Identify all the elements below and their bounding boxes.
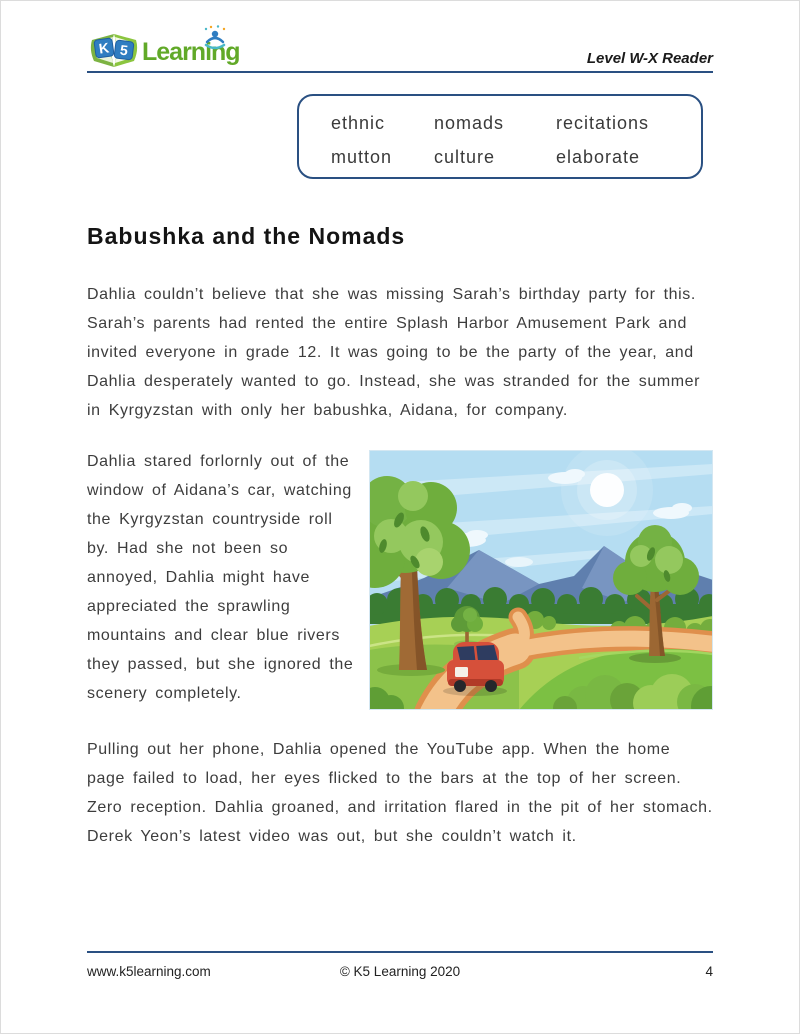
footer-copyright: © K5 Learning 2020 (339, 964, 461, 979)
vocab-word: mutton (331, 147, 393, 167)
story-paragraph-1: Dahlia couldn’t believe that she was missing Sarah’s birthday party for this. Sarah’s parents had rented the entire Splash Harbor Amusement Park and invited everyone in grade 12. It was going to be the party of the year, and Dahlia desperately wanted to go. Instead, she was stranded for the summer in Kyrgyzstan with only her babushka, Aidana, for company. (87, 286, 701, 419)
footer-website: www.k5learning.com (87, 964, 211, 979)
vocabulary-box (297, 94, 703, 179)
logo-letter-k: K (97, 39, 111, 57)
page-number: 4 (705, 964, 713, 979)
logo-letter-5: 5 (119, 41, 129, 59)
vocab-word: nomads (434, 113, 505, 133)
k5-logo-icon (87, 25, 267, 71)
vocab-word: recitations (556, 113, 650, 133)
story-paragraph-2: Dahlia stared forlornly out of the window of Aidana’s car, watching the Kyrgyzstan countryside roll by. Had she not been so annoyed, Dahlia might have appreciated the sprawling mountains and clear blue rivers they passed, but she ignored the scenery completely. (87, 453, 354, 702)
countryside-illustration (369, 450, 713, 710)
k5-learning-logo (87, 25, 267, 71)
vocab-word: ethnic (331, 113, 386, 133)
header-rule (87, 71, 713, 73)
level-label: Level W-X Reader (586, 50, 713, 67)
page-footer (87, 951, 713, 979)
story-paragraph-2-section (87, 447, 713, 710)
story-paragraph-3: Pulling out her phone, Dahlia opened the YouTube app. When the home page failed to load, her eyes flicked to the bars at the top of her screen. Zero reception. Dahlia groaned, and irritation flared in the pit of her stomach. Derek Yeon’s latest video was out, but she couldn’t watch it. (87, 741, 713, 845)
vocab-word: culture (434, 147, 496, 167)
countryside-scene-icon (369, 450, 713, 710)
story-title: Babushka and the Nomads (87, 223, 406, 249)
logo-wordmark: Learning (142, 38, 240, 66)
page-header (87, 1, 713, 71)
footer-rule (87, 951, 713, 953)
vocab-word: elaborate (556, 147, 641, 167)
